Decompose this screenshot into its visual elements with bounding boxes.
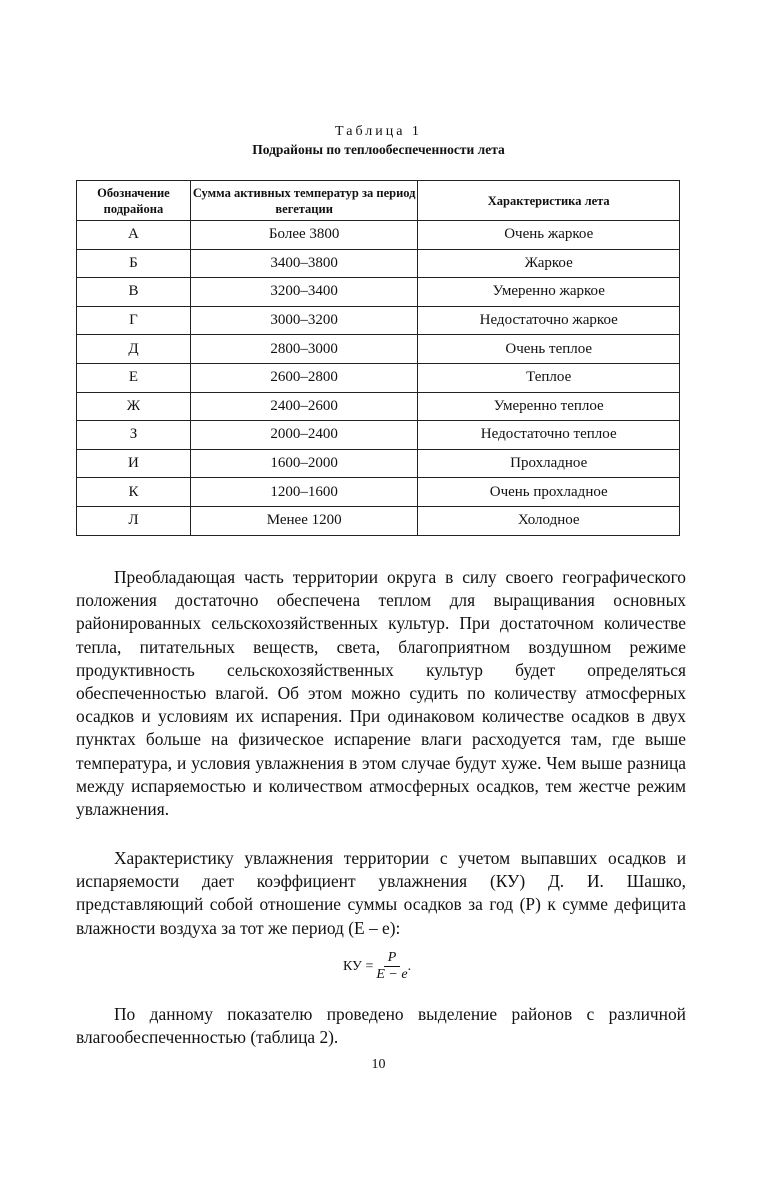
cell-summer-characteristic: Холодное <box>418 506 680 535</box>
cell-temperature-sum: 3000–3200 <box>190 306 418 335</box>
paragraph-2-text: Характеристику увлажнения территории с учетом выпавших осадков и испаряемости дает коэффициент увлажнения (КУ) Д. И. Шашко, представляющий собой отношение суммы осадков за год (P) к сумме дефицита влажности воздуха за тот же период (E – e): <box>76 848 686 938</box>
cell-summer-characteristic: Очень теплое <box>418 335 680 364</box>
table-row <box>77 449 680 478</box>
cell-summer-characteristic: Умеренно теплое <box>418 392 680 421</box>
cell-summer-characteristic: Умеренно жаркое <box>418 278 680 307</box>
table-title: Подрайоны по теплообеспеченности лета <box>252 142 505 157</box>
header-temperature-sum: Сумма активных температур за период вегетации <box>190 181 418 221</box>
formula-trail: . <box>407 958 412 974</box>
table-row <box>77 306 680 335</box>
header-subregion: Обозначение подрайона <box>77 181 191 221</box>
formula-numerator: P <box>384 950 401 967</box>
cell-temperature-sum: Менее 1200 <box>190 506 418 535</box>
table-row <box>77 278 680 307</box>
table-row <box>77 421 680 450</box>
table-row <box>77 249 680 278</box>
table-row <box>77 363 680 392</box>
cell-subregion: Б <box>77 249 191 278</box>
cell-summer-characteristic: Прохладное <box>418 449 680 478</box>
table-row <box>77 392 680 421</box>
paragraph-3 <box>76 1003 686 1049</box>
cell-subregion: З <box>77 421 191 450</box>
table-row <box>77 221 680 250</box>
cell-summer-characteristic: Недостаточно теплое <box>418 421 680 450</box>
table-header-row <box>77 181 680 221</box>
cell-subregion: К <box>77 478 191 507</box>
cell-subregion: В <box>77 278 191 307</box>
formula-fraction <box>376 950 407 983</box>
page-number: 10 <box>371 1057 386 1072</box>
cell-subregion: И <box>77 449 191 478</box>
cell-summer-characteristic: Жаркое <box>418 249 680 278</box>
header-summer-characteristic: Характеристика лета <box>418 181 680 221</box>
table-row <box>77 335 680 364</box>
paragraph-1-text: Преобладающая часть территории округа в силу своего географического положения достаточно обеспечена теплом для выращивания основных районированных сельскохозяйственных культур. При достаточном количестве тепла, питательных веществ, света, благоприятном воздушном режиме продуктивность сельскохозяйственных культур будет определяться обеспеченностью влагой. Об этом можно судить по количеству атмосферных осадков и условиям их испарения. При одинаковом количестве осадков в двух пунктах больше на физическое испарение влаги расходуется там, где выше температура, и условия увлажнения в этом случае будут хуже. Чем выше разница между испаряемостью и количеством атмосферных осадков, тем жестче режим увлажнения. <box>76 567 686 820</box>
cell-subregion: Ж <box>77 392 191 421</box>
cell-temperature-sum: 2400–2600 <box>190 392 418 421</box>
paragraph-2 <box>76 847 686 940</box>
cell-temperature-sum: 3400–3800 <box>190 249 418 278</box>
moisture-coefficient-formula <box>343 950 411 983</box>
cell-temperature-sum: 2800–3000 <box>190 335 418 364</box>
table-row <box>77 478 680 507</box>
formula-lhs: КУ = <box>343 958 374 974</box>
cell-temperature-sum: 2600–2800 <box>190 363 418 392</box>
cell-summer-characteristic: Теплое <box>418 363 680 392</box>
cell-subregion: Д <box>77 335 191 364</box>
table-number: Таблица 1 <box>335 124 422 139</box>
cell-temperature-sum: 3200–3400 <box>190 278 418 307</box>
cell-temperature-sum: 1600–2000 <box>190 449 418 478</box>
formula-denominator: E − e <box>376 967 408 982</box>
cell-subregion: Л <box>77 506 191 535</box>
cell-subregion: Е <box>77 363 191 392</box>
cell-temperature-sum: 1200–1600 <box>190 478 418 507</box>
cell-summer-characteristic: Очень прохладное <box>418 478 680 507</box>
cell-summer-characteristic: Недостаточно жаркое <box>418 306 680 335</box>
summer-heat-table <box>76 180 680 536</box>
cell-summer-characteristic: Очень жаркое <box>418 221 680 250</box>
cell-subregion: А <box>77 221 191 250</box>
paragraph-1 <box>76 566 686 821</box>
cell-temperature-sum: Более 3800 <box>190 221 418 250</box>
cell-temperature-sum: 2000–2400 <box>190 421 418 450</box>
table-row <box>77 506 680 535</box>
cell-subregion: Г <box>77 306 191 335</box>
paragraph-3-text: По данному показателю проведено выделение районов с различной влагообеспеченностью (таблица 2). <box>76 1004 686 1048</box>
